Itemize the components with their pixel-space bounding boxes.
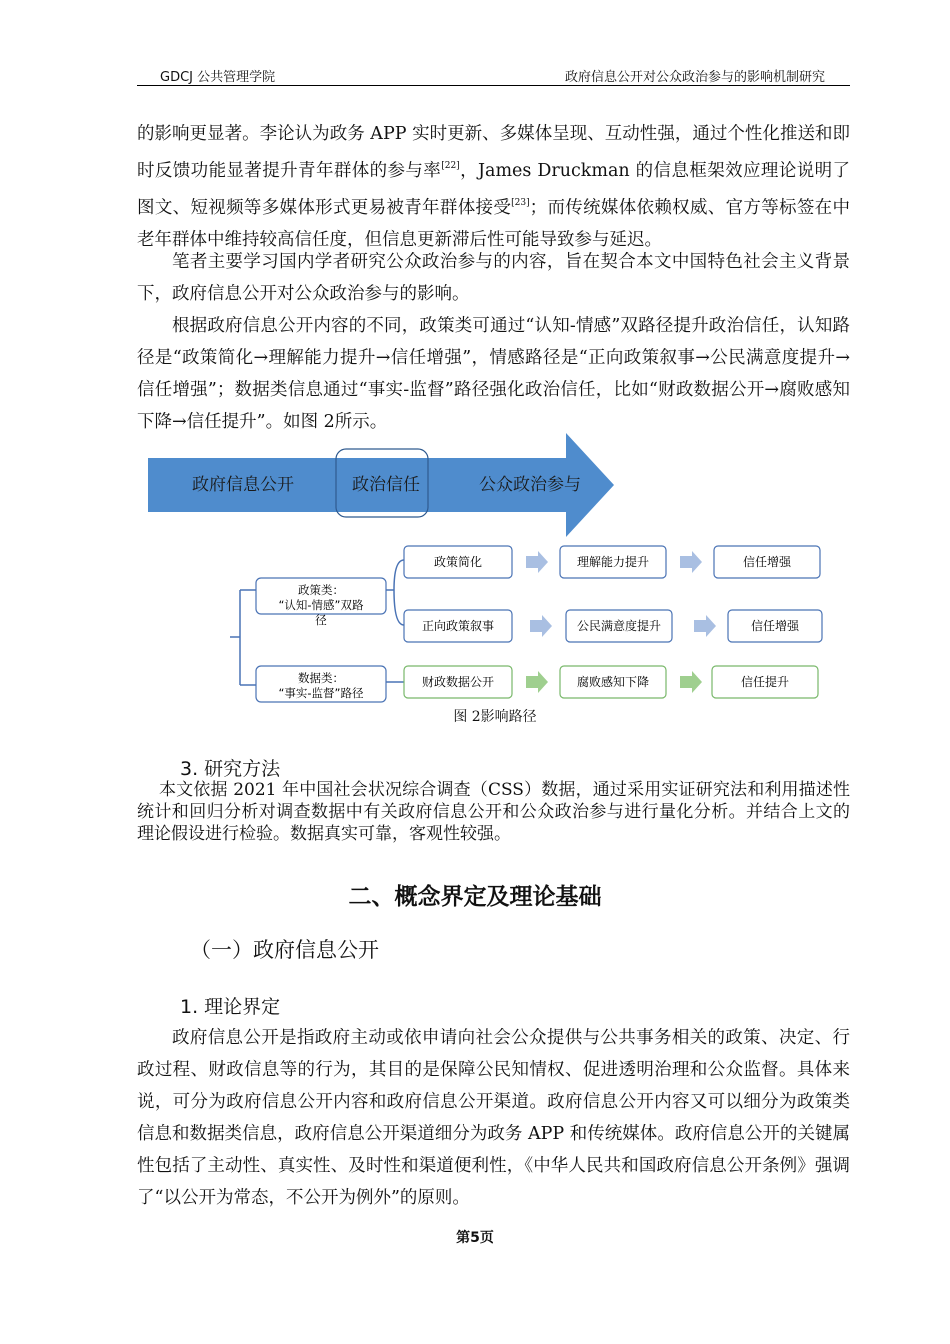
figure-caption: 图 2影响路径 [453,709,537,725]
arrow-label-left: 政府信息公开 [192,475,294,495]
row2-chevron1 [530,615,552,637]
row3-step2: 腐败感知下降 [576,675,650,689]
branch-policy-line2: “认知-情感”双路 [278,598,364,612]
row1-step1: 政策简化 [433,555,483,569]
row1-chevron1 [526,551,548,573]
row2-step3: 信任增强 [750,619,800,633]
citation-22: [22] [441,161,460,171]
p1-text-b: ，James Druckman 的信息框架效应理论说明了图文、短视频等多媒体形式更易被青年群体接受 [137,161,850,218]
subsection-title: 1. 理论界定 [180,996,281,1018]
paragraph-3: 根据政府信息公开内容的不同，政策类可通过“认知-情感”双路径提升政治信任，认知路径是“政策简化→理解能力提升→信任增强”，情感路径是“正向政策叙事→公民满意度提升→信任增强”；数据类信息通过“事实-监督”路径强化政治信任，比如“财政数据公开→腐败感知下降→信任提升”。如图 2所示。 [137,316,850,432]
branch-policy-line1: 政策类： [298,583,344,597]
row3-step1: 财政数据公开 [421,675,495,689]
tree-bracket-left [230,590,256,685]
chapter-title: 二、概念界定及理论基础 [348,884,602,910]
p1-text-a: 的影响更显著。李论认为政务 APP 实时更新、多媒体呈现、互动性强，通过个性化推送和即时反馈功能显著提升青年群体的参与率 [137,124,850,181]
header-right: 政府信息公开对公众政治参与的影响机制研究 [564,70,825,85]
arrow-label-middle: 政治信任 [352,475,420,495]
tree-bracket-top [386,560,404,625]
paragraph-definition: 政府信息公开是指政府主动或依申请向社会公众提供与公共事务相关的政策、决定、行政过程、财政信息等的行为，其目的是保障公民知情权、促进透明治理和公众监督。具体来说，可分为政府信息公开内容和政府信息公开渠道。政府信息公开内容又可以细分为政策类信息和数据类信息，政府信息公开渠道细分为政务 APP 和传统媒体。政府信息公开的关键属性包括了主动性、真实性、及时性和渠道便利性，《中华人民共和国政府信息公开条例》强调了“以公开为常态，不公开为例外”的原则。 [137,1028,850,1208]
section-3-title: 3. 研究方法 [180,758,281,780]
row1-step2: 理解能力提升 [576,555,650,569]
row3-chevron1 [526,671,548,693]
row3-chevron2 [680,671,702,693]
p1-text-c: ；而传统媒体依赖权威、官方等标签在中老年群体中维持较高信任度，但信息更新滞后性可能导致参与延迟。 [137,198,850,250]
row1-chevron2 [680,551,702,573]
header-left: GDCJ 公共管理学院 [160,70,276,85]
section-3-text: 本文依据 2021 年中国社会状况综合调查（CSS）数据，通过采用实证研究法和利用描述性统计和回归分析对调查数据中有关政府信息公开和公众政治参与进行量化分析。并结合上文的理论假设进行检验。数据真实可靠，客观性较强。 [137,780,850,844]
row2-chevron2 [694,615,716,637]
row1-step3: 信任增强 [742,555,792,569]
citation-23: [23] [511,198,530,208]
arrow-label-right: 公众政治参与 [479,475,581,495]
section-title: （一）政府信息公开 [190,938,379,962]
branch-data-line1: 数据类： [298,671,344,685]
page-number: 第5页 [456,1230,494,1246]
paragraph-2: 笔者主要学习国内学者研究公众政治参与的内容，旨在契合本文中国特色社会主义背景下，政府信息公开对公众政治参与的影响。 [137,252,850,304]
row2-step2: 公民满意度提升 [576,619,662,633]
row3-step3: 信任提升 [740,675,790,689]
branch-policy-line3: 径 [315,613,327,627]
branch-data-line2: “事实-监督”路径 [278,686,364,700]
row2-step1: 正向政策叙事 [421,619,495,633]
